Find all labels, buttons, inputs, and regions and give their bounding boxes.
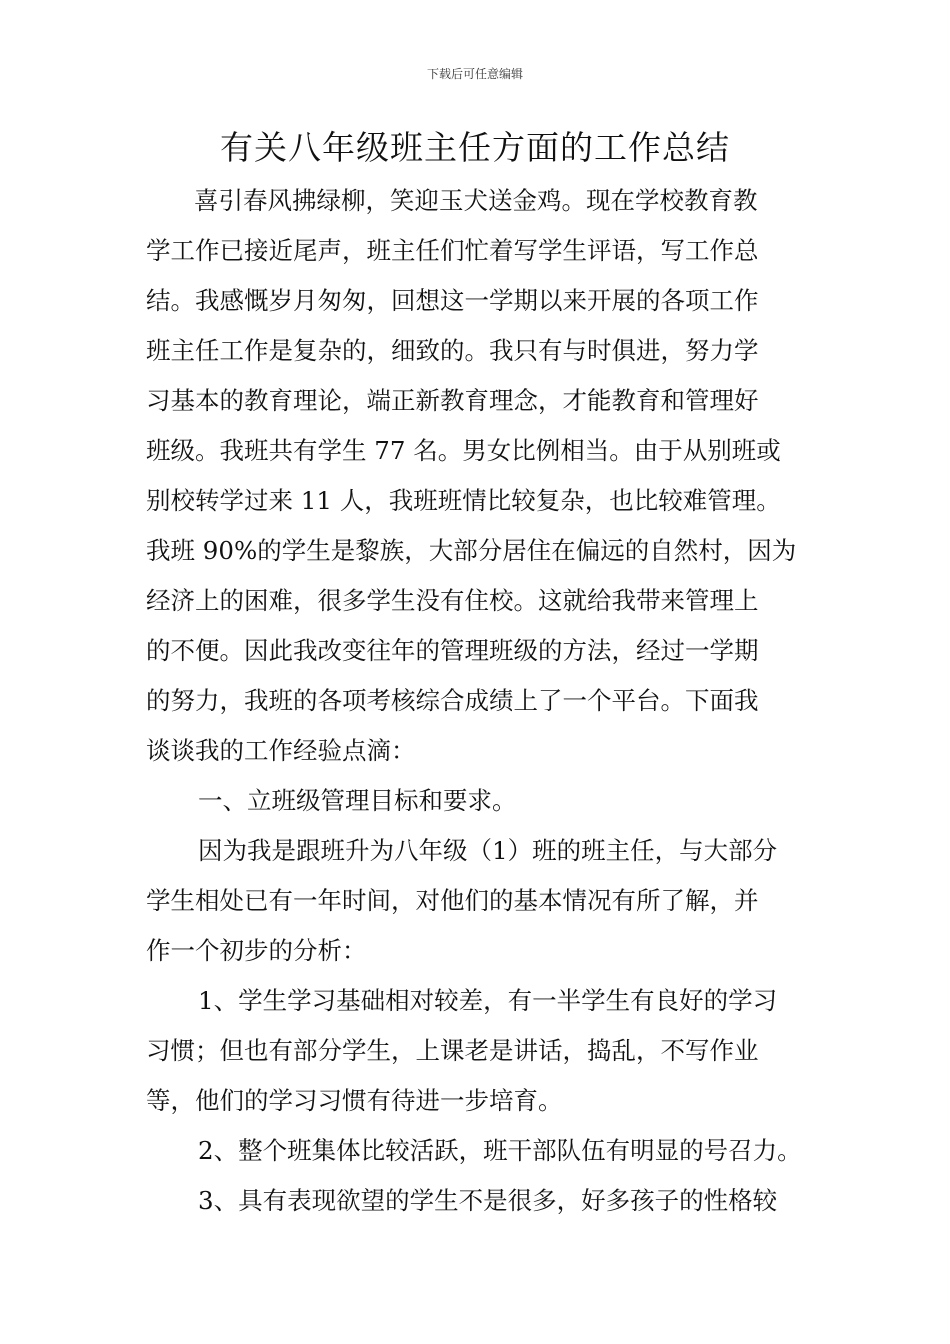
text-line: 因为我是跟班升为八年级（1）班的班主任，与大部分 [198, 836, 778, 865]
text-line: 结。我感慨岁月匆匆，回想这一学期以来开展的各项工作 [146, 286, 759, 315]
text-line: 学生相处已有一年时间，对他们的基本情况有所了解，并 [146, 886, 759, 915]
text-line: 习基本的教育理论，端正新教育理念，才能教育和管理好 [146, 386, 759, 415]
list-item: 2、整个班集体比较活跃，班干部队伍有明显的号召力。 [198, 1136, 802, 1165]
text-line: 习惯；但也有部分学生，上课老是讲话，捣乱，不写作业 [146, 1036, 759, 1065]
text-line: 的不便。因此我改变往年的管理班级的方法，经过一学期 [146, 636, 759, 665]
text-line: 我班 90%的学生是黎族，大部分居住在偏远的自然村，因为 [146, 536, 797, 565]
text-line: 的努力，我班的各项考核综合成绩上了一个平台。下面我 [146, 686, 759, 715]
text-line: 等，他们的学习习惯有待进一步培育。 [146, 1086, 563, 1115]
list-item: 3、具有表现欲望的学生不是很多，好多孩子的性格较 [198, 1186, 778, 1215]
text-line: 班主任工作是复杂的，细致的。我只有与时俱进，努力学 [146, 336, 759, 365]
text-line: 经济上的困难，很多学生没有住校。这就给我带来管理上 [146, 586, 759, 615]
header-note: 下载后可任意编辑 [426, 67, 523, 81]
text-line: 班级。我班共有学生 77 名。男女比例相当。由于从别班或 [146, 436, 781, 465]
document-body [146, 176, 808, 1226]
section-heading: 一、立班级管理目标和要求。 [198, 786, 517, 815]
text-line: 谈谈我的工作经验点滴： [146, 736, 416, 765]
text-line: 学工作已接近尾声，班主任们忙着写学生评语，写工作总 [146, 236, 759, 265]
text-line: 别校转学过来 11 人，我班班情比较复杂，也比较难管理。 [146, 486, 781, 515]
text-line: 作一个初步的分析： [146, 936, 367, 965]
text-line: 喜引春风拂绿柳，笑迎玉犬送金鸡。现在学校教育教 [194, 186, 758, 215]
list-item: 1、学生学习基础相对较差，有一半学生有良好的学习 [198, 986, 778, 1015]
document-title: 有关八年级班主任方面的工作总结 [220, 128, 730, 167]
